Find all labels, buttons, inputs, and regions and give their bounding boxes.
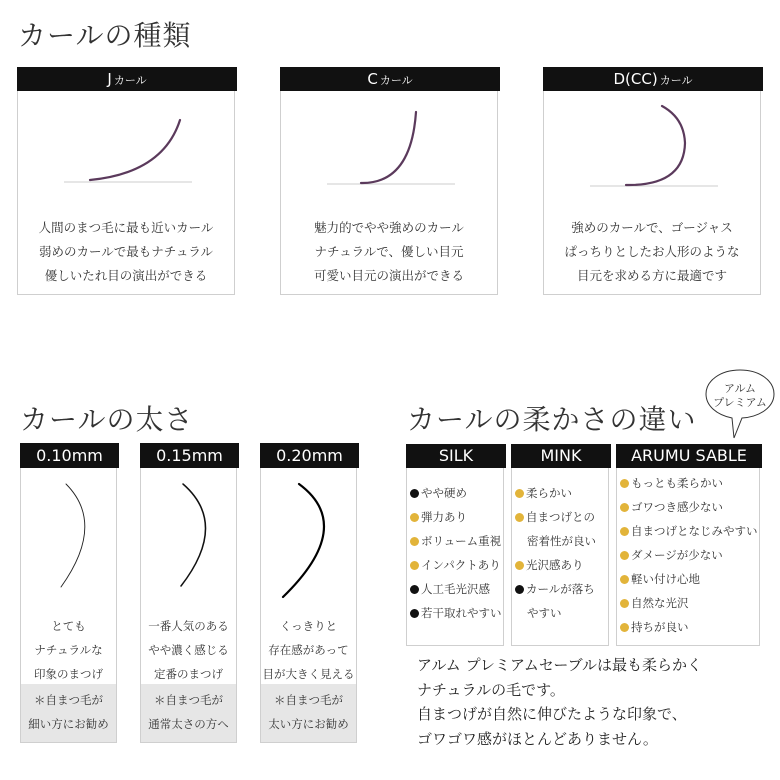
curl-card-label: D(CC) (613, 70, 658, 88)
list-item (410, 577, 502, 601)
badge-line: アルム (723, 382, 757, 395)
list-item (410, 505, 502, 529)
sable-description (417, 653, 702, 751)
description-line: ナチュラルで、優しい目元 (314, 244, 464, 259)
description-line: 存在感があって (268, 643, 349, 657)
list-item-text: 密着性が良い (527, 534, 596, 548)
feature-list (620, 471, 758, 639)
list-item-text: 光沢感あり (526, 558, 584, 572)
description-line: ゴワゴワ感がほとんどありません。 (417, 729, 658, 748)
description-line: 魅力的でやや強めのカール (314, 220, 464, 235)
thickness-card-020 (260, 443, 357, 743)
c-curl-illustration (281, 98, 497, 198)
thin-lash-illustration (21, 474, 116, 604)
list-item (410, 529, 502, 553)
description-line: 一番人気のある (148, 619, 229, 633)
bullet-icon (410, 489, 419, 498)
list-item (515, 601, 596, 625)
softness-column-header: SILK (406, 444, 506, 468)
list-item-text: 若干取れやすい (421, 606, 502, 620)
list-item-text: 自まつげとなじみやすい (631, 524, 758, 538)
thickness-title: カールの太さ (20, 403, 194, 436)
list-item (620, 567, 758, 591)
bullet-icon (620, 551, 629, 560)
description-line: やや濃く感じる (148, 643, 229, 657)
list-item-text: やすい (527, 606, 562, 620)
description-line: 強めのカールで、ゴージャス (571, 220, 733, 235)
bullet-icon (410, 585, 419, 594)
note-line: 細い方にお勧め (28, 717, 109, 731)
description-line: 人間のまつ毛に最も近いカール (38, 220, 214, 235)
softness-column-header: ARUMU SABLE (616, 444, 762, 468)
curl-card-label: J (107, 70, 112, 88)
thickness-card-header: 0.10mm (20, 443, 119, 468)
curl-card-j (17, 67, 235, 295)
description-line: ナチュラルな (34, 643, 103, 657)
feature-list (515, 481, 596, 625)
description-line: とても (51, 619, 86, 633)
list-item-text: 人工毛光沢感 (421, 582, 490, 596)
list-item (515, 529, 596, 553)
list-item (515, 505, 596, 529)
curl-card-description (18, 216, 234, 288)
description-line: ぱっちりとしたお人形のような (564, 244, 740, 259)
list-item-text: ボリューム重視 (421, 534, 502, 548)
list-item-text: 自然な光沢 (631, 596, 689, 610)
list-item-text: ゴワつき感少ない (631, 500, 723, 514)
curl-card-header (543, 67, 763, 91)
bullet-icon (620, 575, 629, 584)
bullet-icon (515, 561, 524, 570)
curl-card-header (17, 67, 237, 91)
curl-card-description (544, 216, 760, 288)
bullet-icon (410, 513, 419, 522)
thickness-card-description (21, 614, 116, 686)
thickness-card-header: 0.15mm (140, 443, 239, 468)
description-line: 定番のまつげ (154, 667, 223, 681)
bullet-icon (410, 609, 419, 618)
list-item-text: もっとも柔らかい (631, 476, 723, 490)
description-line: 目元を求める方に最適です (576, 268, 727, 283)
bullet-icon (620, 599, 629, 608)
list-item-text: ダメージが少ない (631, 548, 723, 562)
note-line: 通常太さの方へ (148, 717, 229, 731)
list-item-text: 軽い付け心地 (631, 572, 700, 586)
list-item (410, 553, 502, 577)
thickness-card-010 (20, 443, 117, 743)
curl-card-suffix: カール (659, 74, 693, 87)
bullet-icon (620, 503, 629, 512)
curl-card-suffix: カール (113, 74, 147, 87)
description-line: 目が大きく見える (262, 667, 355, 681)
list-item-text: 弾力あり (421, 510, 467, 524)
premium-badge-text (704, 382, 776, 410)
thick-lash-illustration (261, 474, 356, 604)
thickness-card-header: 0.20mm (260, 443, 359, 468)
j-curl-illustration (18, 98, 234, 198)
thickness-card-015 (140, 443, 237, 743)
thickness-card-note (141, 684, 236, 742)
note-line: ＊自まつ毛が (154, 693, 223, 707)
list-item (620, 615, 758, 639)
list-item (620, 519, 758, 543)
bullet-icon (515, 585, 524, 594)
curl-card-label: C (367, 70, 378, 88)
list-item (515, 553, 596, 577)
list-item-text: インパクトあり (421, 558, 501, 572)
list-item (620, 543, 758, 567)
bullet-icon (410, 537, 419, 546)
softness-title: カールの柔かさの違い (407, 403, 697, 436)
softness-column-header: MINK (511, 444, 611, 468)
thickness-card-description (261, 614, 356, 686)
note-line: 太い方にお勧め (268, 717, 349, 731)
note-line: ＊自まつ毛が (34, 693, 103, 707)
curl-card-c (280, 67, 498, 295)
description-line: 弱めのカールで最もナチュラル (38, 244, 213, 259)
description-line: ナチュラルの毛です。 (417, 680, 565, 699)
list-item (515, 577, 596, 601)
list-item-text: カールが落ち (526, 582, 595, 596)
badge-line: プレミアム (713, 396, 767, 409)
curl-card-description (281, 216, 497, 288)
note-line: ＊自まつ毛が (274, 693, 343, 707)
list-item-text: 柔らかい (526, 486, 572, 500)
thickness-card-note (261, 684, 356, 742)
softness-column-silk (406, 444, 504, 646)
curl-card-d (543, 67, 761, 295)
description-line: くっきりと (279, 619, 338, 633)
feature-list (410, 481, 502, 625)
description-line: 印象のまつげ (34, 667, 103, 681)
curl-card-header (280, 67, 500, 91)
description-line: 自まつげが自然に伸びたような印象で、 (417, 705, 687, 723)
thickness-card-note (21, 684, 116, 742)
list-item-text: やや硬め (421, 486, 467, 500)
list-item (620, 591, 758, 615)
bullet-icon (515, 489, 524, 498)
bullet-icon (620, 479, 629, 488)
curl-types-title: カールの種類 (18, 19, 192, 52)
premium-badge (704, 368, 776, 448)
list-item (410, 481, 502, 505)
list-item (410, 601, 502, 625)
list-item-text: 自まつげとの (526, 510, 595, 524)
thickness-card-description (141, 614, 236, 686)
medium-lash-illustration (141, 474, 236, 604)
list-item (620, 495, 758, 519)
bullet-icon (620, 623, 629, 632)
description-line: アルム プレミアムセーブルは最も柔らかく (417, 656, 702, 674)
curl-card-suffix: カール (379, 74, 413, 87)
bullet-icon (515, 513, 524, 522)
description-line: 優しいたれ目の演出ができる (44, 268, 208, 283)
list-item (620, 471, 758, 495)
bullet-icon (620, 527, 629, 536)
bullet-icon (410, 561, 419, 570)
list-item (515, 481, 596, 505)
softness-column-arumu-sable (616, 444, 760, 646)
d-curl-illustration (544, 98, 760, 198)
list-item-text: 持ちが良い (631, 620, 689, 634)
softness-column-mink (511, 444, 609, 646)
description-line: 可愛い目元の演出ができる (313, 268, 464, 283)
